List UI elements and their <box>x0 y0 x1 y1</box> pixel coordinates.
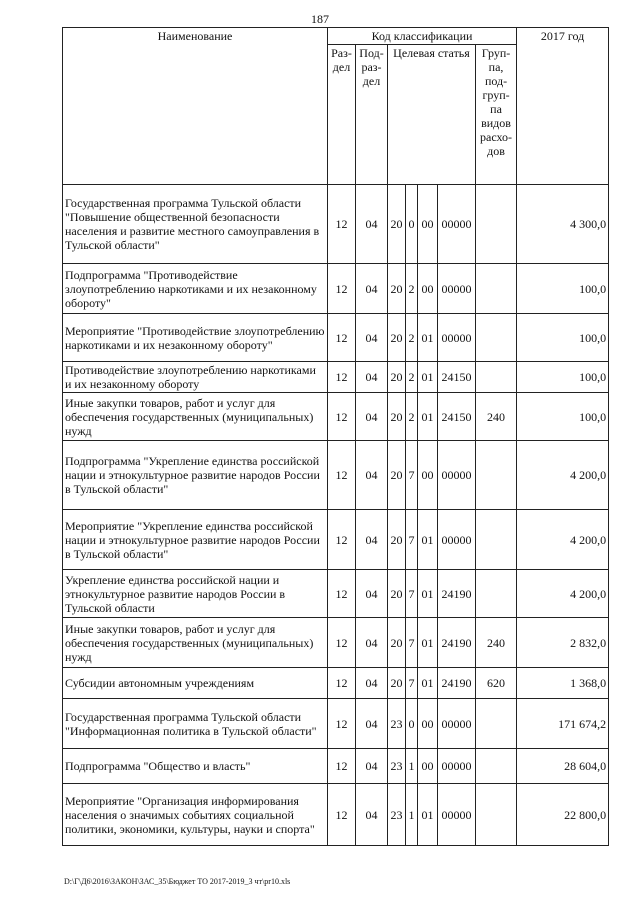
table-row <box>63 314 609 362</box>
header-section: Раз- дел <box>328 45 356 185</box>
table-row <box>63 668 609 699</box>
cell-vr <box>476 185 517 264</box>
cell-vr: 240 <box>476 393 517 441</box>
cell-name: Подпрограмма "Укрепление единства российской нации и этнокультурное развитие народов России в Тульской области" <box>63 441 328 510</box>
cell-podrazdel: 04 <box>356 784 388 846</box>
cell-name: Укрепление единства российской нации и этнокультурное развитие народов России в Тульской области <box>63 570 328 618</box>
cell-amount: 100,0 <box>517 264 609 314</box>
cell-podrazdel: 04 <box>356 570 388 618</box>
cell-razdel: 12 <box>328 393 356 441</box>
cell-cs3: 01 <box>418 314 438 362</box>
cell-podrazdel: 04 <box>356 185 388 264</box>
cell-cs2: 0 <box>406 699 418 749</box>
cell-podrazdel: 04 <box>356 441 388 510</box>
cell-amount: 171 674,2 <box>517 699 609 749</box>
cell-amount: 28 604,0 <box>517 749 609 784</box>
cell-cs2: 7 <box>406 668 418 699</box>
cell-vr: 620 <box>476 668 517 699</box>
cell-vr <box>476 362 517 393</box>
cell-podrazdel: 04 <box>356 393 388 441</box>
cell-amount: 100,0 <box>517 393 609 441</box>
cell-name: Мероприятие "Организация информирования населения о значимых событиях социальной политики, экономики, культуры, науки и спорта" <box>63 784 328 846</box>
cell-razdel: 12 <box>328 510 356 570</box>
cell-amount: 4 200,0 <box>517 441 609 510</box>
cell-name: Мероприятие "Укрепление единства российской нации и этнокультурное развитие народов России в Тульской области" <box>63 510 328 570</box>
cell-cs4: 24190 <box>438 570 476 618</box>
cell-cs3: 01 <box>418 618 438 668</box>
cell-vr <box>476 314 517 362</box>
cell-cs3: 00 <box>418 441 438 510</box>
cell-podrazdel: 04 <box>356 668 388 699</box>
cell-razdel: 12 <box>328 570 356 618</box>
budget-table <box>62 27 609 846</box>
cell-amount: 100,0 <box>517 362 609 393</box>
cell-amount: 22 800,0 <box>517 784 609 846</box>
cell-podrazdel: 04 <box>356 264 388 314</box>
cell-cs4: 00000 <box>438 314 476 362</box>
cell-cs4: 24150 <box>438 362 476 393</box>
cell-cs1: 20 <box>388 185 406 264</box>
cell-cs4: 00000 <box>438 441 476 510</box>
cell-name: Противодействие злоупотреблению наркотиками и их незаконному обороту <box>63 362 328 393</box>
cell-amount: 1 368,0 <box>517 668 609 699</box>
header-subsection: Под- раз- дел <box>356 45 388 185</box>
cell-vr <box>476 570 517 618</box>
cell-cs4: 24150 <box>438 393 476 441</box>
cell-cs2: 2 <box>406 314 418 362</box>
table-row <box>63 570 609 618</box>
table-body <box>63 185 609 846</box>
cell-cs1: 20 <box>388 668 406 699</box>
header-classification: Код классификации <box>328 28 517 45</box>
cell-cs2: 7 <box>406 618 418 668</box>
cell-cs1: 20 <box>388 510 406 570</box>
cell-vr <box>476 441 517 510</box>
cell-cs4: 24190 <box>438 618 476 668</box>
footer-file-path: D:\Г\Д6\2016\ЗАКОН\ЗАС_35\Бюджет ТО 2017-2019_3 чт\рr10.xls <box>64 877 291 886</box>
cell-cs4: 00000 <box>438 264 476 314</box>
table-row <box>63 784 609 846</box>
cell-cs3: 01 <box>418 362 438 393</box>
cell-name: Иные закупки товаров, работ и услуг для обеспечения государственных (муниципальных) нужд <box>63 618 328 668</box>
cell-cs1: 20 <box>388 362 406 393</box>
cell-cs4: 00000 <box>438 749 476 784</box>
table-row <box>63 618 609 668</box>
cell-podrazdel: 04 <box>356 314 388 362</box>
table-row <box>63 393 609 441</box>
cell-podrazdel: 04 <box>356 699 388 749</box>
cell-cs1: 20 <box>388 441 406 510</box>
cell-cs1: 20 <box>388 570 406 618</box>
cell-razdel: 12 <box>328 784 356 846</box>
cell-cs2: 7 <box>406 570 418 618</box>
cell-vr <box>476 784 517 846</box>
table-row <box>63 264 609 314</box>
header-target-article: Целевая статья <box>388 45 476 185</box>
cell-razdel: 12 <box>328 441 356 510</box>
cell-amount: 4 300,0 <box>517 185 609 264</box>
cell-razdel: 12 <box>328 314 356 362</box>
cell-amount: 2 832,0 <box>517 618 609 668</box>
cell-amount: 4 200,0 <box>517 510 609 570</box>
cell-amount: 4 200,0 <box>517 570 609 618</box>
cell-name: Государственная программа Тульской области "Информационная политика в Тульской области" <box>63 699 328 749</box>
cell-razdel: 12 <box>328 618 356 668</box>
header-expense-group: Груп- па, под- груп- па видов расхо- дов <box>476 45 517 185</box>
cell-cs4: 00000 <box>438 784 476 846</box>
cell-cs3: 00 <box>418 185 438 264</box>
cell-cs3: 01 <box>418 570 438 618</box>
cell-cs2: 7 <box>406 510 418 570</box>
cell-cs2: 2 <box>406 393 418 441</box>
cell-name: Подпрограмма "Общество и власть" <box>63 749 328 784</box>
cell-podrazdel: 04 <box>356 510 388 570</box>
page-number: 187 <box>311 12 329 26</box>
cell-vr <box>476 749 517 784</box>
cell-cs3: 01 <box>418 393 438 441</box>
cell-cs3: 00 <box>418 699 438 749</box>
cell-cs4: 24190 <box>438 668 476 699</box>
header-year: 2017 год <box>517 28 609 185</box>
cell-cs1: 20 <box>388 618 406 668</box>
cell-cs2: 1 <box>406 784 418 846</box>
cell-podrazdel: 04 <box>356 618 388 668</box>
table-row <box>63 510 609 570</box>
cell-name: Иные закупки товаров, работ и услуг для обеспечения государственных (муниципальных) нужд <box>63 393 328 441</box>
cell-cs2: 1 <box>406 749 418 784</box>
table-row <box>63 362 609 393</box>
table-row <box>63 699 609 749</box>
cell-podrazdel: 04 <box>356 749 388 784</box>
cell-razdel: 12 <box>328 185 356 264</box>
cell-cs3: 01 <box>418 510 438 570</box>
cell-cs1: 23 <box>388 749 406 784</box>
cell-cs3: 00 <box>418 749 438 784</box>
cell-cs2: 0 <box>406 185 418 264</box>
cell-vr <box>476 264 517 314</box>
cell-name: Субсидии автономным учреждениям <box>63 668 328 699</box>
cell-cs1: 23 <box>388 784 406 846</box>
cell-razdel: 12 <box>328 749 356 784</box>
cell-name: Государственная программа Тульской области "Повышение общественной безопасности населения и развитие местного самоуправления в Тульской области" <box>63 185 328 264</box>
cell-amount: 100,0 <box>517 314 609 362</box>
cell-cs3: 00 <box>418 264 438 314</box>
cell-name: Подпрограмма "Противодействие злоупотреблению наркотиками и их незаконному обороту" <box>63 264 328 314</box>
cell-cs1: 23 <box>388 699 406 749</box>
cell-cs1: 20 <box>388 264 406 314</box>
cell-vr: 240 <box>476 618 517 668</box>
cell-cs2: 2 <box>406 264 418 314</box>
cell-razdel: 12 <box>328 699 356 749</box>
cell-cs4: 00000 <box>438 185 476 264</box>
table-row <box>63 185 609 264</box>
cell-vr <box>476 510 517 570</box>
cell-razdel: 12 <box>328 264 356 314</box>
cell-cs4: 00000 <box>438 510 476 570</box>
cell-cs2: 7 <box>406 441 418 510</box>
cell-razdel: 12 <box>328 362 356 393</box>
table-row <box>63 441 609 510</box>
table-row <box>63 749 609 784</box>
cell-cs2: 2 <box>406 362 418 393</box>
cell-vr <box>476 699 517 749</box>
cell-cs3: 01 <box>418 668 438 699</box>
cell-cs1: 20 <box>388 314 406 362</box>
header-name: Наименование <box>63 28 328 185</box>
cell-cs1: 20 <box>388 393 406 441</box>
cell-cs3: 01 <box>418 784 438 846</box>
cell-cs4: 00000 <box>438 699 476 749</box>
cell-razdel: 12 <box>328 668 356 699</box>
cell-name: Мероприятие "Противодействие злоупотреблению наркотиками и их незаконному обороту" <box>63 314 328 362</box>
cell-podrazdel: 04 <box>356 362 388 393</box>
